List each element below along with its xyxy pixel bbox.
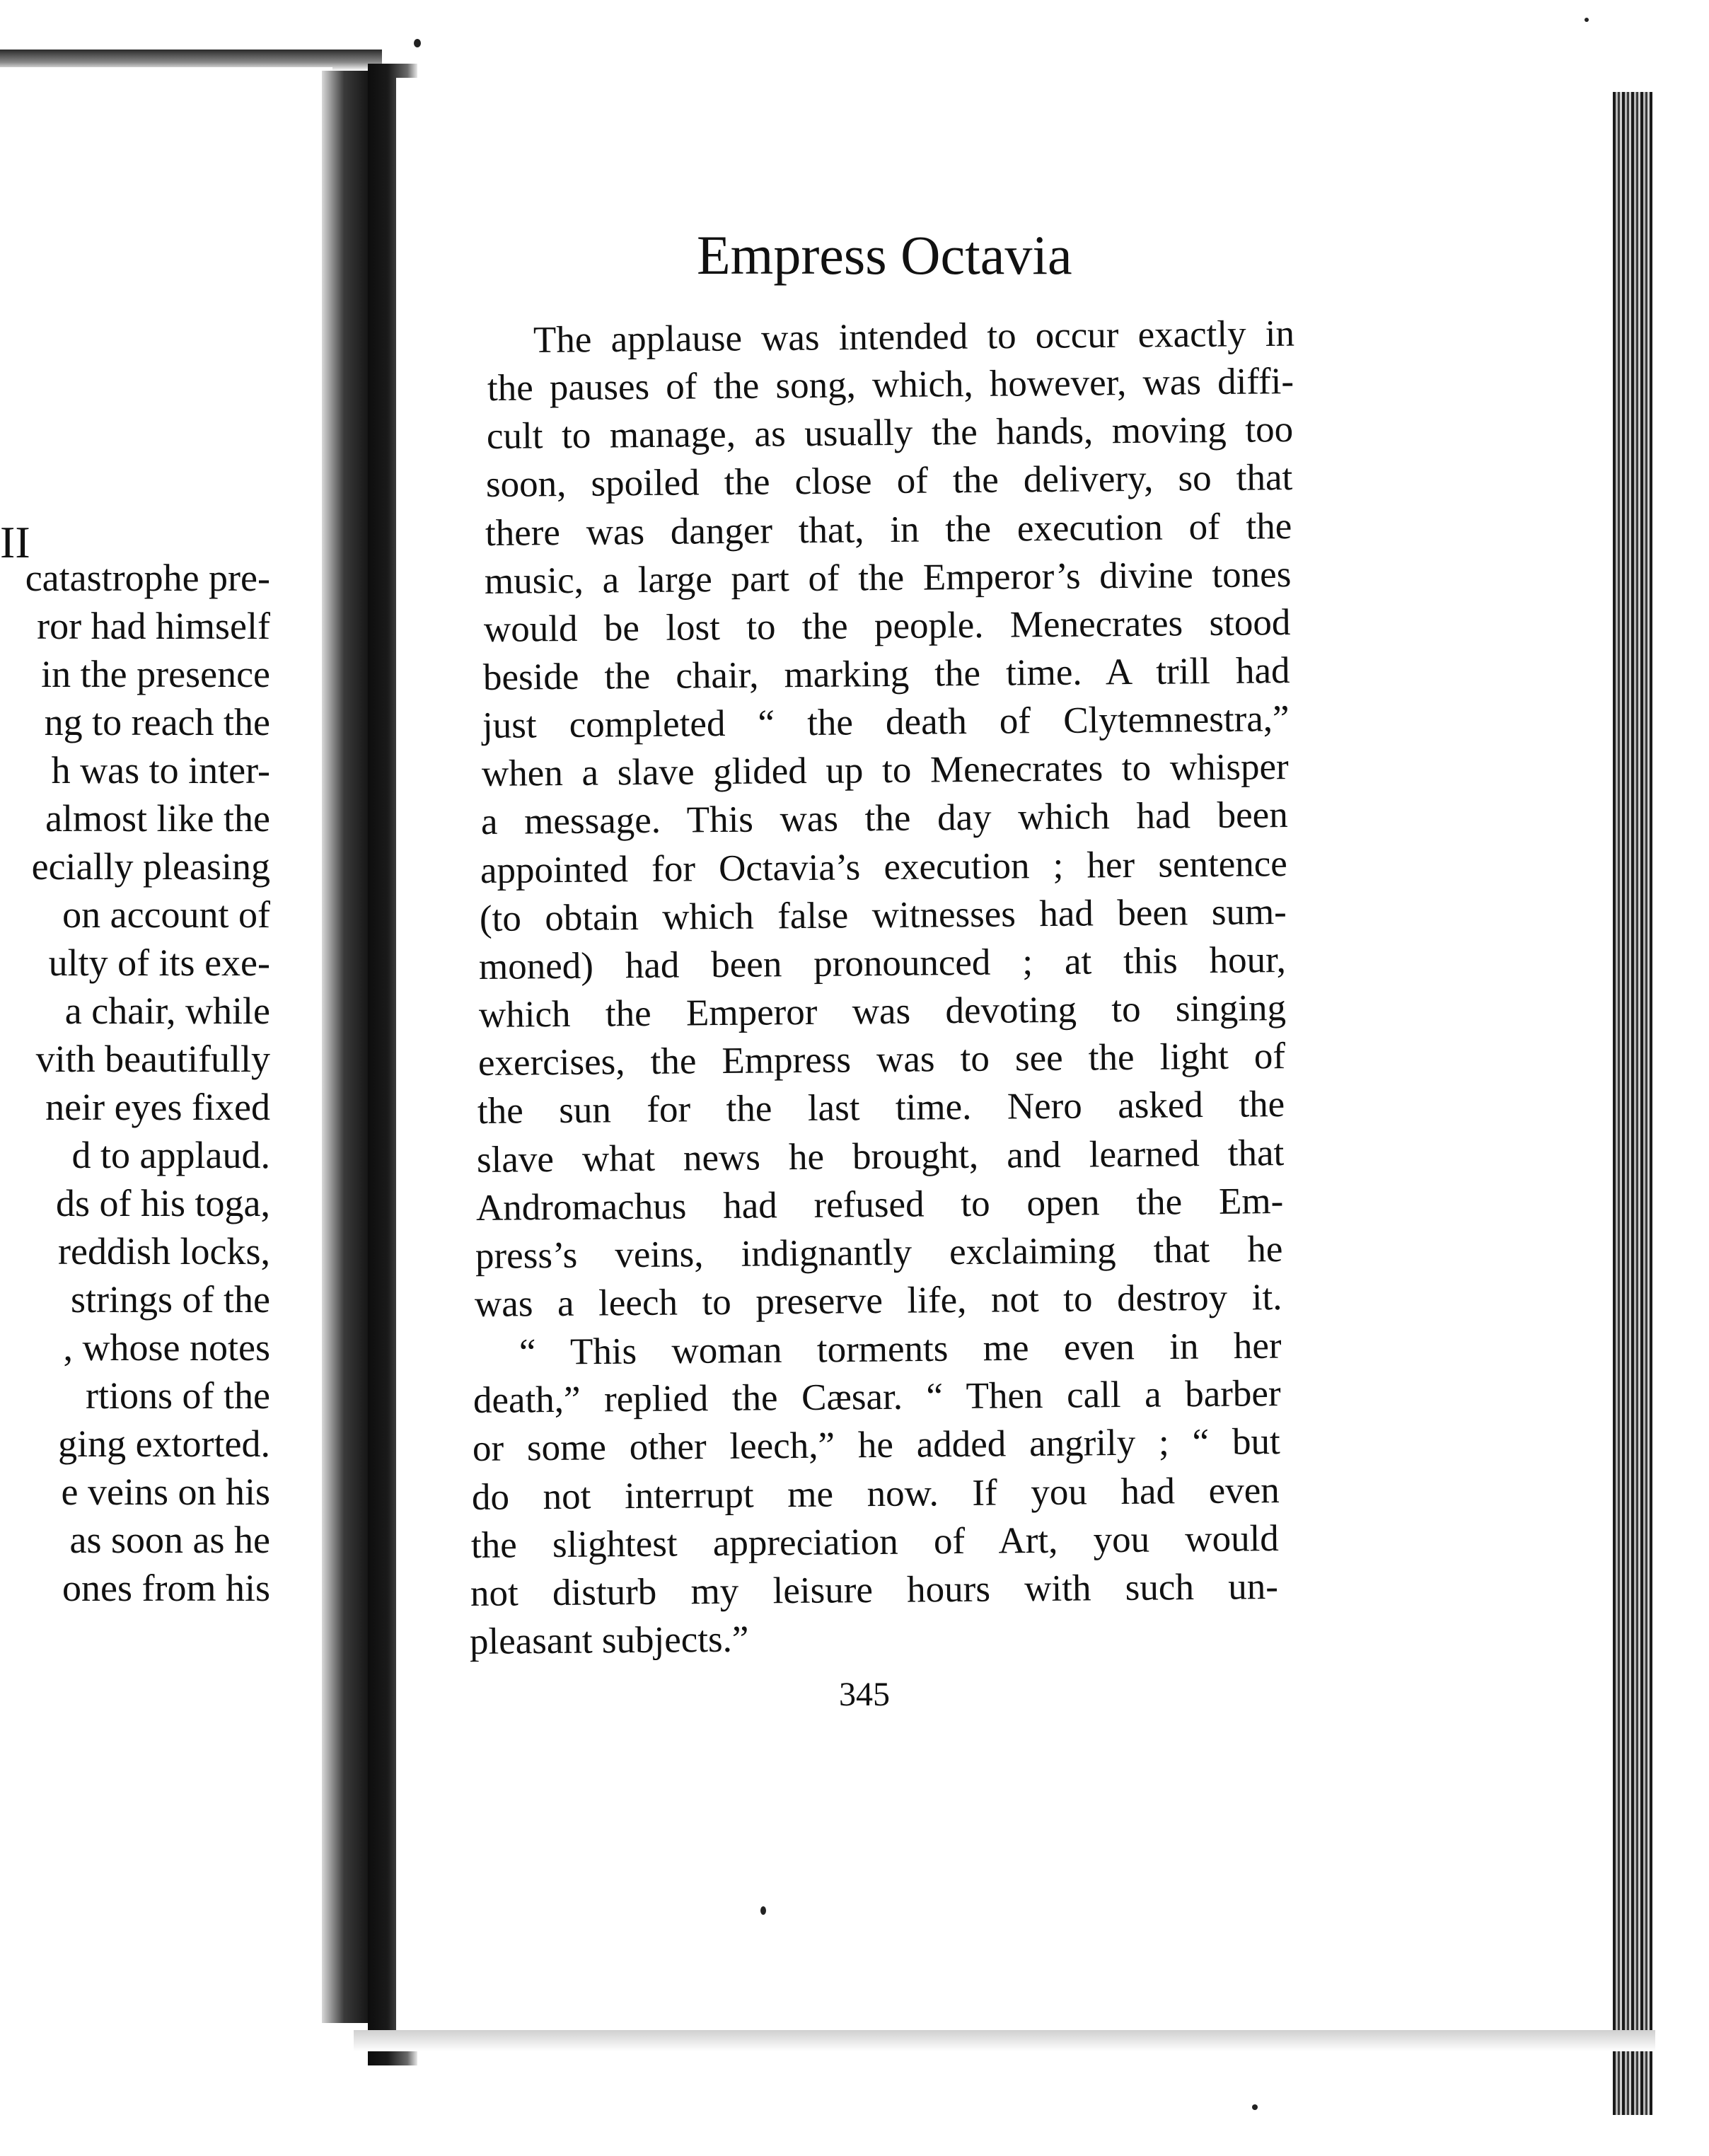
left-page-line: ones from his <box>62 1567 270 1609</box>
body-line: pleasant subjects.” <box>469 1618 749 1662</box>
page-bottom-shadow <box>354 2030 1655 2051</box>
body-line: the slightest appreciation of Art, you would <box>470 1517 1279 1566</box>
left-page-line: ds of his toga, <box>56 1182 270 1224</box>
left-page-line: a chair, while <box>64 990 270 1032</box>
ink-speck <box>760 1906 766 1915</box>
body-line: “ This woman torments me even in her <box>519 1325 1282 1374</box>
left-page-line: ror had himself <box>37 605 270 647</box>
left-page-heading: II <box>0 517 30 567</box>
left-page-line: rtions of the <box>86 1374 270 1417</box>
body-line: The applause was intended to occur exactly in <box>533 313 1295 361</box>
body-line: a message. This was the day which had been <box>481 794 1289 843</box>
body-line: death,” replied the Cæsar. “ Then call a barber <box>473 1373 1281 1422</box>
body-line: exercises, the Empress was to see the light of <box>477 1036 1285 1084</box>
body-line: would be lost to the people. Menecrates stood <box>483 601 1291 650</box>
left-page-line: d to applaud. <box>71 1134 270 1176</box>
body-line: music, a large part of the Emperor’s divine tones <box>484 553 1292 602</box>
left-page-line: reddish locks, <box>58 1230 270 1273</box>
body-line: was a leech to preserve life, not to destroy it. <box>474 1276 1282 1325</box>
body-line: slave what news he brought, and learned that <box>476 1132 1285 1181</box>
ink-speck <box>1585 18 1589 22</box>
left-page-line: as soon as he <box>69 1519 270 1561</box>
left-page-line: ging extorted. <box>58 1422 270 1465</box>
body-line: cult to manage, as usually the hands, moving too <box>486 409 1294 458</box>
body-line: or some other leech,” he added angrily ; “ but <box>472 1421 1280 1470</box>
body-line: beside the chair, marking the time. A trill had <box>482 650 1290 699</box>
left-page-shadow <box>322 71 371 2023</box>
page-number: 345 <box>839 1676 890 1713</box>
body-line: which the Emperor was devoting to singing <box>478 987 1286 1036</box>
left-page-line: ulty of its exe- <box>48 941 270 984</box>
body-line: when a slave glided up to Menecrates to whisper <box>482 746 1290 795</box>
left-page-line: ecially pleasing <box>31 845 270 888</box>
ink-speck <box>1252 2104 1258 2110</box>
body-line: the pauses of the song, which, however, was diffi- <box>487 361 1294 410</box>
left-page-line: ng to reach the <box>44 701 270 743</box>
body-line: moned) had been pronounced ; at this hour, <box>479 939 1287 987</box>
body-line: appointed for Octavia’s execution ; her sentence <box>480 842 1288 891</box>
left-page-line: e veins on his <box>61 1471 270 1513</box>
left-facing-page <box>0 67 332 1977</box>
body-line: (to obtain which false witnesses had been sum- <box>480 891 1287 939</box>
left-page-line: neir eyes fixed <box>45 1086 270 1128</box>
page-edges <box>1613 92 1652 2115</box>
body-line: press’s veins, indignantly exclaiming that he <box>475 1228 1283 1277</box>
body-line: soon, spoiled the close of the delivery, so that <box>485 457 1293 506</box>
left-page-line: in the presence <box>41 653 270 695</box>
body-line: just completed “ the death of Clytemnestra,” <box>482 698 1290 747</box>
body-line: there was danger that, in the execution of the <box>485 505 1292 554</box>
left-page-line: , whose notes <box>63 1326 270 1369</box>
body-line: the sun for the last time. Nero asked the <box>477 1084 1285 1132</box>
body-line: Andromachus had refused to open the Em- <box>475 1180 1284 1229</box>
left-page-line: h was to inter- <box>51 749 270 792</box>
body-line: not disturb my leisure hours with such un- <box>470 1565 1279 1614</box>
running-title: Empress Octavia <box>697 224 1072 286</box>
body-line: do not interrupt me now. If you had even <box>471 1469 1280 1518</box>
left-page-line: strings of the <box>71 1278 270 1321</box>
left-page-line: vith beautifully <box>35 1038 270 1080</box>
left-page-line: on account of <box>62 893 270 936</box>
left-page-line: catastrophe pre- <box>25 557 270 599</box>
left-page-line: almost like the <box>45 797 270 840</box>
ink-speck <box>414 39 421 47</box>
